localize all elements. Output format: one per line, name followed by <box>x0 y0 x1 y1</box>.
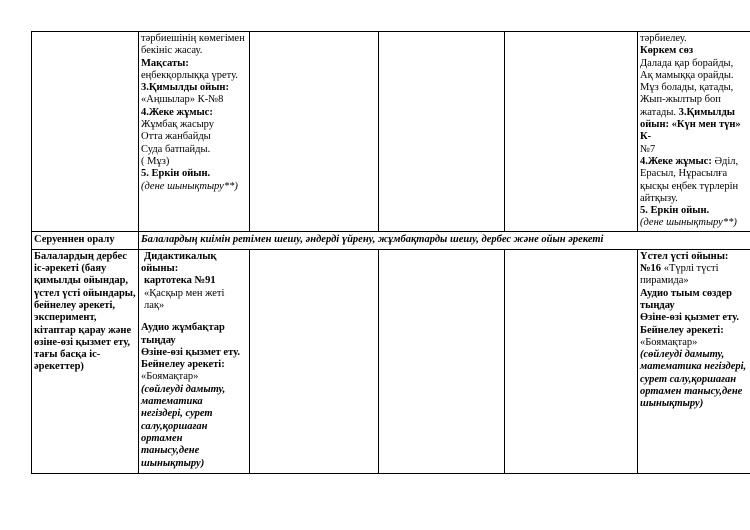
text-line: бекініс жасау. <box>141 45 203 57</box>
text-line: 5. Еркін ойын. <box>640 205 710 217</box>
table-row <box>32 231 750 249</box>
text-line: танысу,дене <box>141 445 200 457</box>
text-line: Аудио тыым сөздер <box>640 287 732 299</box>
text-line: «Боямақтар» <box>640 336 698 348</box>
text-line: (дене шынықтыру**) <box>640 217 737 229</box>
row3-col-d <box>379 249 505 473</box>
text-line: шынықтыру) <box>141 457 205 469</box>
row3-col-e <box>505 249 638 473</box>
row1-col-d <box>379 32 505 232</box>
row1-label-cell <box>32 32 139 232</box>
text-line: Мақсаты: <box>141 57 189 69</box>
text-line: Өзіне-өзі қызмет ету. <box>640 312 739 324</box>
row3-col-b-lines <box>141 251 247 470</box>
text-line <box>141 312 247 322</box>
text-line: 5. Еркін ойын. <box>141 168 211 180</box>
row1-col-f-lines <box>640 33 748 230</box>
text-line: Мұз болады, қатады, <box>640 82 734 94</box>
text-line: картотека №91 <box>144 275 216 287</box>
text-line: (сөйлеуді дамыту, <box>141 383 226 395</box>
independent-activity-label: Балалардың дербес іс-әрекеті (баяу қимылды ойындар, үстел үсті ойындары, бейнелеу әрекеті, эксперимент, кітаптар қарау және өзіне-өзі қызмет ету, тағы басқа іс-әрекеттер) <box>32 249 139 473</box>
row1-col-b-lines <box>141 33 247 193</box>
row1-col-b <box>139 32 250 232</box>
text-line: Үстел үсті ойыны: <box>640 250 729 262</box>
schedule-table <box>31 31 750 474</box>
inline-card-number: №16 <box>640 263 664 275</box>
table-row <box>32 249 750 473</box>
text-line: негіздері, сурет <box>141 408 213 420</box>
text-line: қысқы еңбек түрлерін <box>640 180 739 192</box>
text-line: Өзіне-өзі қызмет ету. <box>141 346 240 358</box>
text-line: ( Мұз) <box>141 155 170 167</box>
text-line: математика негіздері, <box>640 361 747 373</box>
row1-col-f <box>638 32 750 232</box>
text-line: Ерасыл, Нұрасылға <box>640 168 728 180</box>
text-line: ортамен танысу,дене <box>640 386 743 398</box>
text-line: №7 <box>640 143 656 155</box>
row3-col-f <box>638 249 750 473</box>
text-line: сурет салу,қоршаған <box>640 373 737 385</box>
text-line: Аудио жұмбақтар <box>141 322 225 334</box>
text-line: «Аңшылар» К-№8 <box>141 94 224 106</box>
text-line: салу,қоршаған <box>141 420 208 432</box>
text-line: ойын: «Күн мен түн» К- <box>640 119 741 143</box>
text-line: (сөйлеуді дамыту, <box>640 349 725 361</box>
text-line: тәрбиелеу. <box>640 33 687 44</box>
text-line: тыңдау <box>640 299 675 311</box>
inline-game-label: 3.Қимылды <box>676 106 735 118</box>
table-row <box>32 32 750 232</box>
text-line: шынықтыру) <box>640 398 704 410</box>
text-line: Жып-жылтыр боп <box>640 94 721 106</box>
text-line: «Боямақтар» <box>141 371 199 383</box>
text-line: 3.Қимылды ойын: <box>141 82 229 94</box>
return-from-walk-content: Балалардың киімін ретімен шешу, әндерді үйрену, жұмбақтарды шешу, дербес және ойын әрекеті <box>139 231 750 249</box>
row3-col-c <box>250 249 379 473</box>
text-line: еңбекқорлыққа үрету. <box>141 69 238 81</box>
row1-col-e <box>505 32 638 232</box>
text-line: 4.Жеке жұмыс: Әділ, <box>640 155 739 167</box>
inline-work-value: Әділ, <box>711 155 739 167</box>
text-line: тыңдау <box>141 334 176 346</box>
text-line: ортамен <box>141 432 183 444</box>
text-line: Далада қар борайды, <box>640 57 734 69</box>
text-line: Бейнелеу әрекеті: <box>640 324 724 336</box>
text-line: тәрбиешінің көмегімен <box>141 33 245 44</box>
text-line: №16 «Түрлі түсті <box>640 263 719 275</box>
text-line: пирамида» <box>640 275 689 287</box>
text-line: Дидактикалық <box>144 250 217 262</box>
row3-col-f-lines <box>640 251 748 411</box>
text-line: «Қасқыр мен жеті лақ» <box>144 287 225 311</box>
text-line: Көркем сөз <box>640 45 694 57</box>
text-line: математика <box>141 396 203 408</box>
text-line: 4.Жеке жұмыс: <box>141 106 213 118</box>
text-line: айтқызу. <box>640 192 678 204</box>
text-line: Жұмбақ жасыру <box>141 119 215 131</box>
text-line: (дене шынықтыру**) <box>141 180 238 192</box>
text-line: жатады. 3.Қимылды <box>640 106 735 118</box>
row3-col-b <box>139 249 250 473</box>
return-from-walk-label: Серуеннен оралу <box>32 231 139 249</box>
text-line: Ақ мамыққа орайды. <box>640 69 734 81</box>
row1-col-c <box>250 32 379 232</box>
text-line: ойыны: <box>141 263 179 275</box>
text-line: Суда батпайды. <box>141 143 211 155</box>
text-line: Отта жанбайды <box>141 131 211 143</box>
text-line: Бейнелеу әрекеті: <box>141 359 225 371</box>
